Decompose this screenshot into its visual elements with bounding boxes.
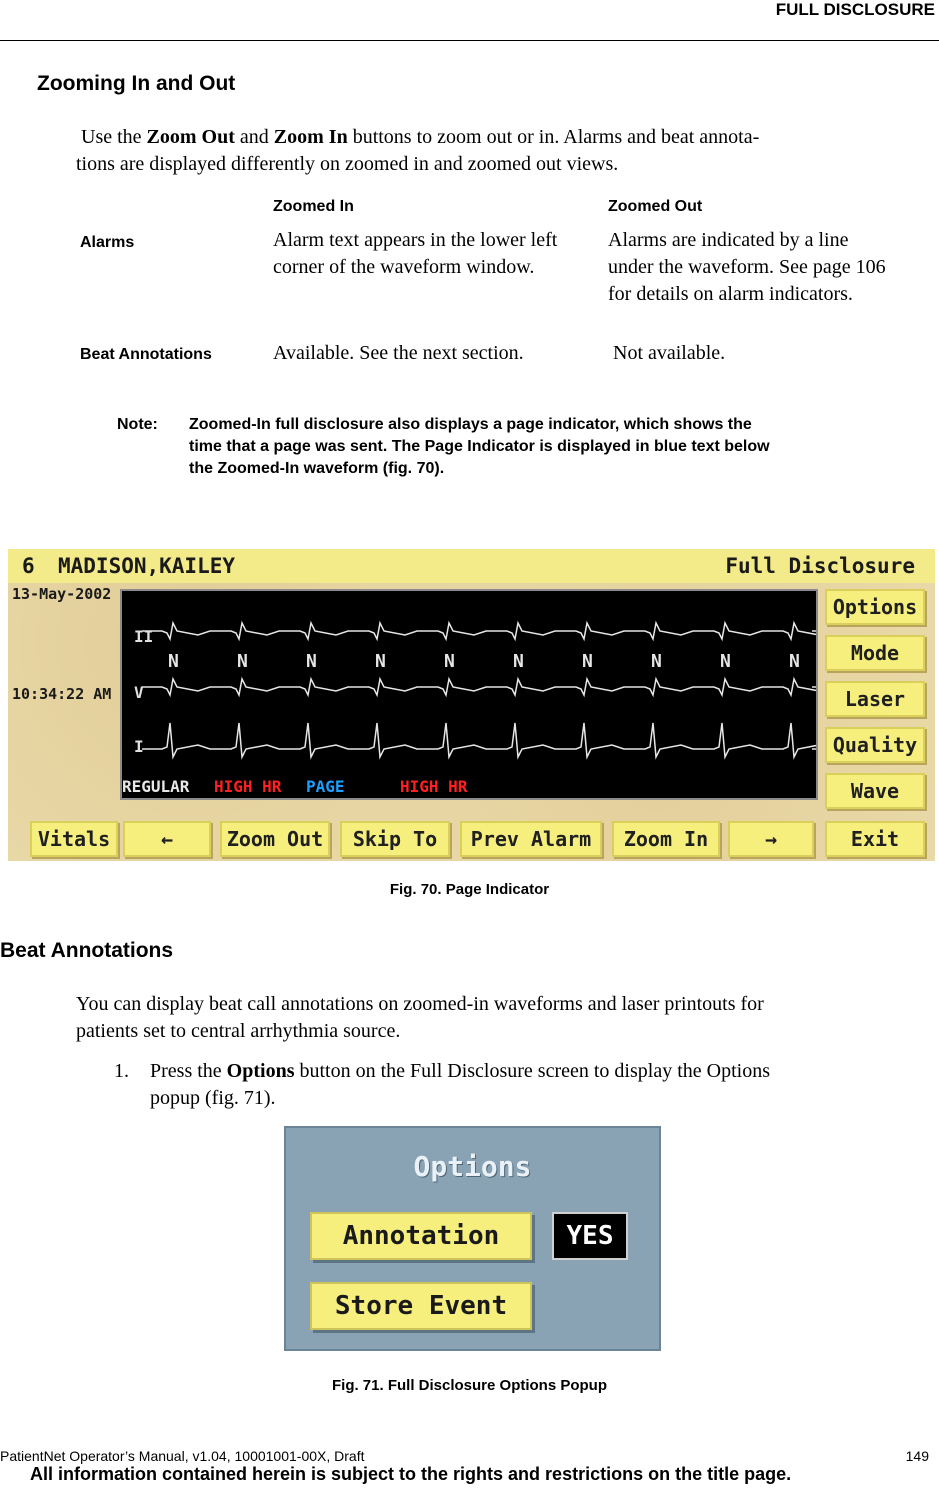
note-line: the Zoomed-In waveform (fig. 70). [189,460,445,477]
note-label: Note: [117,416,158,433]
bed-number: 6 [22,554,35,578]
scroll-right-button[interactable]: → [728,821,814,857]
step-line-2: popup (fig. 71). [150,1087,276,1109]
beat-zoomed-out: Not available. [608,342,726,364]
section-heading-beat-annotations: Beat Annotations [0,939,174,962]
zoom-in-button[interactable]: Zoom In [612,821,720,857]
step-text-part: Press the [150,1060,227,1082]
beat-label-n: N [168,651,179,672]
laser-button[interactable]: Laser [825,681,925,717]
alarms-zoomed-in [273,227,557,281]
waveform-traces [122,591,816,798]
paragraph-line: You can display beat call annotations on zoomed-in waveforms and laser printouts for [76,993,764,1015]
beat-label-n: N [237,651,248,672]
quality-button[interactable]: Quality [825,727,925,763]
prev-alarm-button[interactable]: Prev Alarm [460,821,602,857]
beat-label-n: N [444,651,455,672]
fig70-caption: Fig. 70. Page Indicator [389,881,550,898]
ecg-trace-lead-v [142,679,816,695]
intro-text: and [234,126,274,148]
col-header-zoomed-in: Zoomed In [273,198,354,215]
lead-label-i: I [134,737,144,756]
alarm-label-high-hr: HIGH HR [400,777,468,796]
alarms-zoomed-out [608,227,886,308]
intro-paragraph [76,124,759,151]
cell-line: Alarm text appears in the lower left [273,229,558,251]
alarm-label-row [122,777,816,797]
beat-annotations-paragraph [76,991,764,1045]
intro-zoom-out: Zoom Out [146,126,235,148]
waveform-window [120,589,818,800]
section-heading-zooming: Zooming In and Out [37,72,236,95]
paragraph-line: patients set to central arrhythmia source. [76,1020,401,1042]
alarm-label-high-hr: HIGH HR [214,777,282,796]
intro-text: Use the [76,126,147,148]
mode-button[interactable]: Mode [825,635,925,671]
time-label: 10:34:22 AM [12,685,112,703]
step-text-part: button on the Full Disclosure screen to display the Options [294,1060,770,1082]
cell-line: Alarms are indicated by a line [608,229,849,251]
intro-text: buttons to zoom out or in. Alarms and beat annota- [347,126,760,148]
step-text [150,1058,770,1085]
annotation-value: YES [552,1212,628,1260]
row-label-beat-annotations: Beat Annotations [80,346,212,363]
intro-line-2: tions are displayed differently on zoomed in and zoomed out views. [76,153,619,175]
patient-name: MADISON,KAILEY [58,554,236,578]
note-line: Zoomed-In full disclosure also displays a page indicator, which shows the [189,416,752,433]
skip-to-button[interactable]: Skip To [340,821,450,857]
alarm-label-page: PAGE [306,777,345,796]
running-head: FULL DISCLOSURE [775,0,935,19]
page-number: 149 [905,1448,929,1464]
date-label: 13-May-2002 [12,585,112,603]
header-rule [0,40,939,41]
alarm-label-regular: REGULAR [122,777,190,796]
popup-title: Options [413,1150,532,1183]
zoom-out-button[interactable]: Zoom Out [220,821,330,857]
note-line: time that a page was sent. The Page Indicator is displayed in blue text below [189,438,770,455]
footer-manual-title: PatientNet Operator’s Manual, v1.04, 10001001-00X, Draft [0,1448,365,1464]
cell-line: corner of the waveform window. [273,256,535,278]
step-number: 1. [114,1060,129,1082]
beat-label-n: N [582,651,593,672]
col-header-zoomed-out: Zoomed Out [608,198,703,215]
beat-label-n: N [375,651,386,672]
lead-label-ii: II [134,627,154,646]
intro-zoom-in: Zoom In [273,126,348,148]
footer-legal-notice: All information contained herein is subject to the rights and restrictions on the title page. [30,1464,792,1484]
lead-label-v: V [134,683,144,702]
beat-label-n: N [651,651,662,672]
cell-line: under the waveform. See page 106 [608,256,886,278]
note-text [189,414,770,480]
step-options: Options [226,1060,295,1082]
vitals-button[interactable]: Vitals [30,821,118,857]
ecg-trace-lead-ii [142,623,816,639]
screen-title: Full Disclosure [725,554,915,578]
store-event-button[interactable]: Store Event [310,1282,532,1330]
options-popup [284,1126,661,1351]
beat-label-n: N [513,651,524,672]
row-label-alarms: Alarms [80,234,135,251]
beat-label-n: N [720,651,731,672]
options-button[interactable]: Options [825,589,925,625]
beat-zoomed-in: Available. See the next section. [273,342,524,364]
scroll-left-button[interactable]: ← [123,821,211,857]
beat-annotations [168,651,800,672]
cell-line: for details on alarm indicators. [608,283,853,305]
ecg-trace-lead-i [142,723,816,757]
full-disclosure-screenshot [8,549,935,861]
fig71-caption: Fig. 71. Full Disclosure Options Popup [331,1377,608,1394]
wave-button[interactable]: Wave [825,773,925,809]
beat-label-n: N [789,651,800,672]
annotation-button[interactable]: Annotation [310,1212,532,1260]
beat-label-n: N [306,651,317,672]
exit-button[interactable]: Exit [825,821,925,857]
